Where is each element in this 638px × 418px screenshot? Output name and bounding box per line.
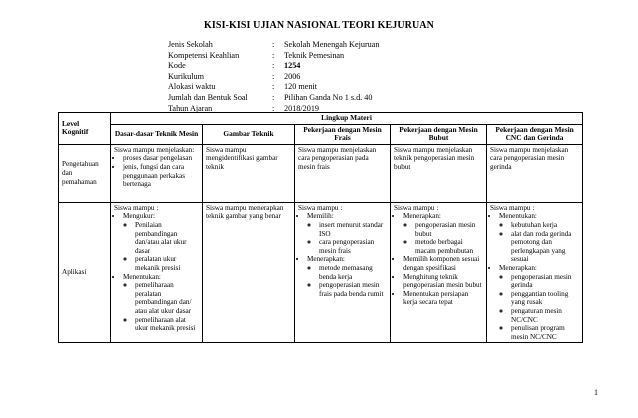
table-cell: Siswa mampu : • Menerapkan: ◦ pengoperasian mesin bubut ◦ metode berbagai macam pembubutan • Memilih komponen sesuai dengan spesifikasi • Menghitung teknik pengoperasian mesin bubut • Menentukan persiapan kerja secara tepat <box>391 202 487 343</box>
list-item: ◦ pengoperasian mesin gerinda <box>511 273 579 290</box>
table-cell: Siswa mampu mengidentifikasi gambar teknik <box>203 144 295 202</box>
list-item: ◦ alat dan roda gerinda pemotong dan perlengkapan yang sesuai <box>511 230 579 264</box>
meta-key: Kompetensi Keahlian <box>168 50 240 60</box>
meta-value: Pilihan Ganda No 1 s.d. 40 <box>284 92 373 102</box>
level-kognitif-header: Level Kognitif <box>59 113 111 145</box>
list-item: ◦ peralatan ukur mekanik presisi <box>135 255 199 272</box>
kisi-table <box>58 112 583 343</box>
list-item: ◦ pengoperasian mesin bubut <box>415 221 483 238</box>
table-cell: Siswa mampu menjelaskan teknik pengoperasian mesin bubut <box>391 144 487 202</box>
list-item: ◦ Penilaian pembandingan dan/atau alat ukur dasar <box>135 221 199 255</box>
column-header: Pekerjaan dengan Mesin Bubut <box>391 124 487 144</box>
table-cell: Siswa mampu : • Menentukan: ◦ kebutuhan kerja ◦ alat dan roda gerinda pemotong dan perlengkapan yang sesuai • Menerapkan: ◦ pengoperasian mesin gerinda ◦ penggantian tooling yang rusak ◦ pengaturan mesin NC/CNC ◦ penulisan program mesin NC/CNC <box>487 202 583 343</box>
list-item: • Menentukan: ◦ kebutuhan kerja ◦ alat dan roda gerinda pemotong dan perlengkapan yang sesuai <box>499 212 579 264</box>
meta-value: 1254 <box>284 61 301 71</box>
list-item: • Memilih: ◦ insert menurut standar ISO ◦ cara pengoperasian mesin frais <box>307 212 387 255</box>
page-number: 1 <box>594 388 598 397</box>
list-item: ◦ pengoperasian mesin frais pada benda rumit <box>319 281 387 298</box>
column-header: Pekerjaan dengan Mesin CNC dan Gerinda <box>487 124 583 144</box>
list-item: ◦ cara pengoperasian mesin frais <box>319 238 387 255</box>
meta-value: 2018/2019 <box>284 103 320 113</box>
list-item: • Memilih komponen sesuai dengan spesifikasi <box>403 255 483 272</box>
meta-row: Kompetensi Keahlian : Teknik Pemesinan <box>168 50 345 60</box>
column-header: Pekerjaan dengan Mesin Frais <box>295 124 391 144</box>
meta-value: Teknik Pemesinan <box>284 50 345 60</box>
list-item: • Menentukan persiapan kerja secara tepat <box>403 290 483 307</box>
level-cell: Aplikasi <box>59 202 111 343</box>
list-item: ◦ pemeliharaan peralatan pembandingan dan/ atau alat ukur dasar <box>135 281 199 315</box>
list-item: ◦ pengaturan mesin NC/CNC <box>511 307 579 324</box>
meta-key: Kurikulum <box>168 71 204 81</box>
meta-row: Jenis Sekolah : Sekolah Menengah Kejuruan <box>168 40 380 49</box>
meta-key: Tahun Ajaran <box>168 103 213 113</box>
meta-row: Kurikulum : 2006 <box>168 71 301 81</box>
table-row <box>59 144 583 202</box>
table-cell: Siswa mampu menjelaskan cara pengoperasian mesin gerinda <box>487 144 583 202</box>
column-header: Dasar-dasar Teknik Mesin <box>111 124 203 144</box>
list-item: ◦ metode berbagai macam pembubutan <box>415 238 483 255</box>
list-item: • jenis, fungsi dan cara penggunaan perkakas bertenaga <box>123 163 199 189</box>
list-item: ◦ insert menurut standar ISO <box>319 221 387 238</box>
list-item: ◦ metode memasang benda kerja <box>319 264 387 281</box>
list-item: ◦ pemeliharaan alat ukur mekanik presisi <box>135 316 199 333</box>
meta-row: Jumlah dan Bentuk Soal : Pilihan Ganda No 1 s.d. 40 <box>168 92 373 102</box>
list-item: ◦ penggantian tooling yang rusak <box>511 290 579 307</box>
meta-key: Jenis Sekolah <box>168 40 213 49</box>
table-cell: Siswa mampu : • Mengukur: ◦ Penilaian pembandingan dan/atau alat ukur dasar ◦ peralatan ukur mekanik presisi • Menentukan: ◦ pemeliharaan peralatan pembandingan dan/ atau alat ukur dasar ◦ pemeliharaan alat ukur mekanik presisi <box>111 202 203 343</box>
level-cell: Pengetahuan dan pemahaman <box>59 144 111 202</box>
meta-row: Kode : 1254 <box>168 61 301 71</box>
meta-key: Kode <box>168 61 186 71</box>
list-item: ◦ kebutuhan kerja <box>511 221 579 230</box>
list-item: • Menerapkan: ◦ pengoperasian mesin gerinda ◦ penggantian tooling yang rusak ◦ pengaturan mesin NC/CNC ◦ penulisan program mesin NC/CNC <box>499 264 579 341</box>
meta-row: Tahun Ajaran : 2018/2019 <box>168 103 320 113</box>
meta-key: Alokasi waktu <box>168 82 216 92</box>
table-cell: Siswa mampu menjelaskan: • proses dasar pengelasan • jenis, fungsi dan cara penggunaan perkakas bertenaga <box>111 144 203 202</box>
lingkup-materi-header: Lingkup Materi <box>111 113 583 125</box>
table-cell: Siswa mampu menjelaskan cara pengoperasian pada mesin frais <box>295 144 391 202</box>
document-title: KISI-KISI UJIAN NASIONAL TEORI KEJURUAN <box>204 20 434 31</box>
meta-value: 120 menit <box>284 82 317 92</box>
list-item: • Menerapkan: ◦ pengoperasian mesin bubut ◦ metode berbagai macam pembubutan <box>403 212 483 255</box>
list-item: • Menentukan: ◦ pemeliharaan peralatan pembandingan dan/ atau alat ukur dasar ◦ pemeliharaan alat ukur mekanik presisi <box>123 273 199 333</box>
table-cell: Siswa mampu : • Memilih: ◦ insert menurut standar ISO ◦ cara pengoperasian mesin frais • Menerapkan: ◦ metode memasang benda kerja ◦ pengoperasian mesin frais pada benda rumit <box>295 202 391 343</box>
meta-block <box>168 40 380 114</box>
table-cell: Siswa mampu menerapkan teknik gambar yang benar <box>203 202 295 343</box>
meta-value: Sekolah Menengah Kejuruan <box>284 40 380 49</box>
list-item: • Menghitung teknik pengoperasian mesin bubut <box>403 273 483 290</box>
meta-row: Alokasi waktu : 120 menit <box>168 82 317 92</box>
list-item: • Menerapkan: ◦ metode memasang benda kerja ◦ pengoperasian mesin frais pada benda rumit <box>307 255 387 298</box>
column-header: Gambar Teknik <box>203 124 295 144</box>
meta-key: Jumlah dan Bentuk Soal <box>168 92 248 102</box>
list-item: • proses dasar pengelasan <box>123 154 199 163</box>
list-item: ◦ penulisan program mesin NC/CNC <box>511 324 579 341</box>
table-row <box>59 202 583 343</box>
meta-value: 2006 <box>284 71 301 81</box>
list-item: • Mengukur: ◦ Penilaian pembandingan dan/atau alat ukur dasar ◦ peralatan ukur mekanik presisi <box>123 212 199 272</box>
